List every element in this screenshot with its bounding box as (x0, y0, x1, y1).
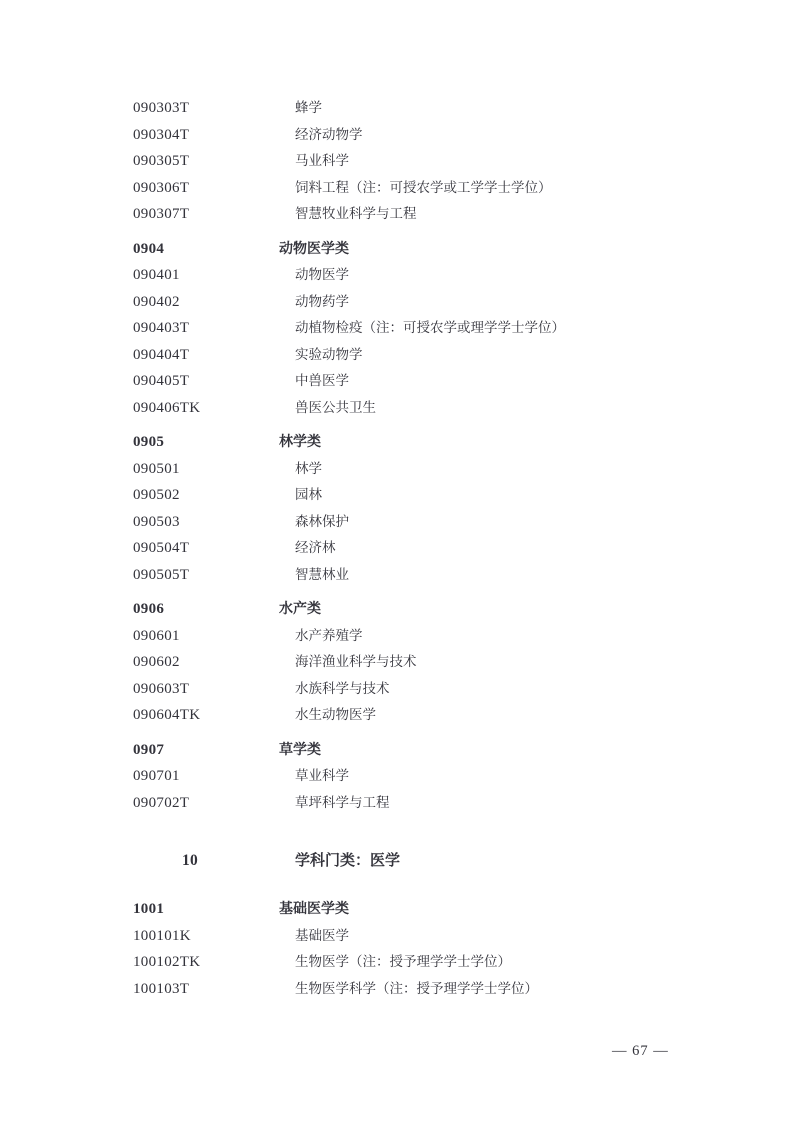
catalog-row (0, 676, 800, 703)
division-code: 10 (182, 852, 199, 869)
section-code: 0904 (133, 240, 165, 257)
major-code: 090505T (133, 566, 190, 583)
major-code: 100102TK (133, 954, 201, 970)
major-code: 100101K (133, 927, 191, 944)
catalog-section (0, 236, 800, 422)
catalog-row (0, 289, 800, 316)
section-header-row (0, 429, 800, 456)
major-code: 090702T (133, 794, 190, 811)
catalog-row (0, 262, 800, 289)
section-name: 草学类 (279, 742, 321, 758)
section-code: 1001 (133, 901, 165, 917)
section-name: 基础医学类 (279, 902, 349, 917)
major-code: 090502 (133, 487, 180, 503)
catalog-section (0, 737, 800, 817)
major-name: 兽医公共卫生 (295, 399, 376, 415)
catalog-row (0, 482, 800, 509)
page-number: — 67 — (612, 1043, 669, 1059)
major-name: 智慧牧业科学与工程 (295, 206, 417, 221)
major-code: 090501 (133, 460, 180, 477)
division-title: 学科门类：医学 (295, 853, 401, 869)
major-name: 智慧林业 (295, 566, 349, 582)
catalog-row (0, 562, 800, 589)
major-code: 090604TK (133, 707, 201, 723)
section-header-row (0, 737, 800, 764)
major-name: 经济林 (295, 540, 336, 555)
major-code: 090405T (133, 373, 190, 389)
major-name: 水产养殖学 (295, 627, 363, 643)
major-name: 基础医学 (295, 927, 349, 943)
catalog-row (0, 535, 800, 562)
major-name: 蜂学 (295, 100, 322, 115)
catalog-row (0, 949, 800, 976)
catalog-section (0, 95, 800, 228)
major-name: 中兽医学 (295, 373, 349, 388)
catalog-row (0, 763, 800, 790)
major-name: 水族科学与技术 (295, 680, 390, 696)
catalog-row (0, 623, 800, 650)
major-code: 090603T (133, 680, 190, 697)
major-code: 090304T (133, 126, 190, 143)
catalog-row (0, 456, 800, 483)
catalog-row (0, 315, 800, 342)
catalog-row (0, 148, 800, 175)
major-code: 090403T (133, 320, 190, 336)
major-name: 草业科学 (295, 768, 349, 783)
major-code: 100103T (133, 980, 190, 997)
major-name: 动物药学 (295, 293, 349, 309)
section-code: 0907 (133, 741, 165, 758)
catalog-section (0, 896, 800, 1002)
major-name: 马业科学 (295, 153, 349, 168)
major-code: 090602 (133, 654, 180, 670)
section-header-row (0, 596, 800, 623)
major-name: 林学 (295, 460, 322, 476)
major-code: 090305T (133, 153, 190, 169)
catalog-row (0, 976, 800, 1003)
major-code: 090503 (133, 513, 180, 530)
catalog-row (0, 923, 800, 950)
major-code: 090404T (133, 346, 190, 363)
major-code: 090402 (133, 293, 180, 310)
catalog-row (0, 368, 800, 395)
major-code: 090601 (133, 627, 180, 644)
major-code: 090504T (133, 540, 190, 556)
section-header-row (0, 236, 800, 263)
major-code: 090303T (133, 100, 190, 116)
catalog-section (0, 429, 800, 588)
major-name: 园林 (295, 487, 322, 502)
major-name: 经济动物学 (295, 126, 363, 142)
catalog-row (0, 95, 800, 122)
major-code: 090307T (133, 206, 190, 222)
catalog-row (0, 649, 800, 676)
catalog-row (0, 509, 800, 536)
section-header-row (0, 896, 800, 923)
section-name: 水产类 (279, 602, 321, 617)
major-code: 090701 (133, 768, 180, 784)
catalog-row (0, 201, 800, 228)
major-name: 动物医学 (295, 267, 349, 282)
major-name: 海洋渔业科学与技术 (295, 654, 417, 669)
section-code: 0906 (133, 601, 165, 617)
catalog-row (0, 122, 800, 149)
major-name: 饲料工程（注：可授农学或工学学士学位） (295, 179, 552, 195)
catalog-row (0, 175, 800, 202)
catalog-section (0, 596, 800, 729)
catalog-row (0, 790, 800, 817)
major-name: 实验动物学 (295, 346, 363, 362)
catalog-row (0, 395, 800, 422)
major-code: 090406TK (133, 399, 201, 416)
major-name: 生物医学（注：授予理学学士学位） (295, 954, 511, 969)
major-name: 草坪科学与工程 (295, 794, 390, 810)
major-name: 动植物检疫（注：可授农学或理学学士学位） (295, 320, 565, 335)
major-name: 生物医学科学（注：授予理学学士学位） (295, 980, 538, 996)
major-code: 090401 (133, 267, 180, 283)
major-code: 090306T (133, 179, 190, 196)
section-name: 动物医学类 (279, 241, 349, 257)
major-name: 森林保护 (295, 513, 349, 529)
catalog-row (0, 342, 800, 369)
section-code: 0905 (133, 434, 165, 450)
division-heading-row (0, 846, 800, 876)
catalog-row (0, 702, 800, 729)
major-name: 水生动物医学 (295, 707, 376, 722)
section-name: 林学类 (279, 435, 321, 450)
